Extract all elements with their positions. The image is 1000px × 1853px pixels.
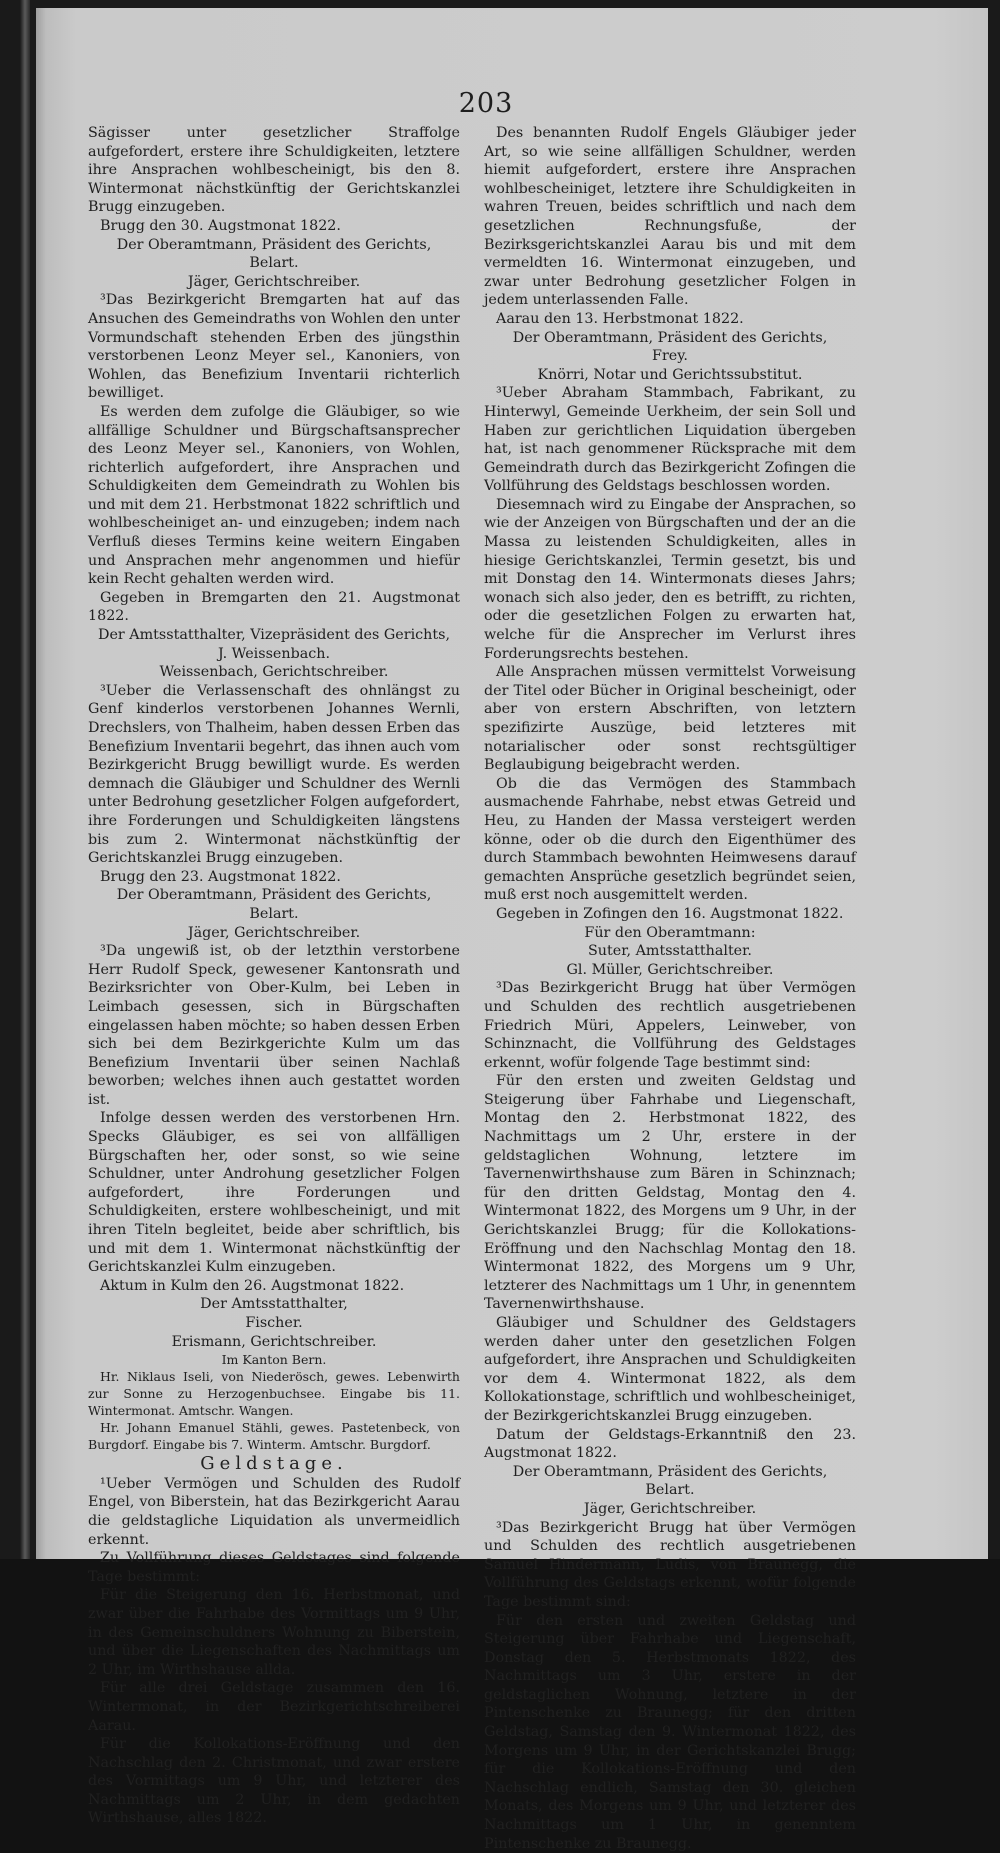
left-column-paragraph: Hr. Niklaus Iseli, von Niederösch, gewes. Lebenwirth zur Sonne zu Herzogenbuchsee. Eingabe bis 11. Wintermonat. Amtschr. Wangen.: [88, 1368, 460, 1419]
left-column-paragraph: Belart.: [88, 905, 460, 924]
right-column-paragraph: Gläubiger und Schuldner des Geldstagers werden daher unter den gesetzlichen Folgen aufgefordert, ihre Ansprachen und Schuldigkeiten vor dem 4. Wintermonat 1822, als dem Kollokationstage, schriftlich und wohlbescheiniget, der Bezirkgerichtskanzlei Brugg einzugeben.: [484, 1314, 856, 1426]
left-column-paragraph: Fischer.: [88, 1314, 460, 1333]
page-number: 203: [446, 88, 526, 119]
right-column-paragraph: Gegeben in Zofingen den 16. Augstmonat 1822.: [484, 905, 856, 924]
left-column-paragraph: Hr. Johann Emanuel Stähli, gewes. Pastetenbeck, von Burgdorf. Eingabe bis 7. Winterm. Amtschr. Burgdorf.: [88, 1419, 460, 1453]
left-column-paragraph: Der Oberamtmann, Präsident des Gerichts,: [88, 236, 460, 255]
left-column-paragraph: ¹Ueber Vermögen und Schulden des Rudolf Engel, von Biberstein, hat das Bezirkgericht Aarau die geldstagliche Liquidation als unvermeidlich erkennt.: [88, 1475, 460, 1549]
right-column-paragraph: Gl. Müller, Gerichtschreiber.: [484, 961, 856, 980]
right-column-paragraph: ³Das Bezirkgericht Brugg hat über Vermögen und Schulden des rechtlich ausgetriebenen Friedrich Müri, Appelers, Leinweber, von Schinznacht, die Vollführung des Geldstages erkennt, wofür folgende Tage bestimmt sind:: [484, 979, 856, 1072]
right-column-paragraph: Der Oberamtmann, Präsident des Gerichts,: [484, 329, 856, 348]
right-column-paragraph: Belart.: [484, 1481, 856, 1500]
left-column-paragraph: Der Oberamtmann, Präsident des Gerichts,: [88, 886, 460, 905]
left-column-paragraph: Für die Steigerung den 16. Herbstmonat, und zwar über die Fahrhabe des Vormittags um 9 Uhr, in des Gemeinschuldners Wohnung zu Biberstein, und über die Liegenschaften des Nachmittags um 2 Uhr, im Wirthshause allda.: [88, 1586, 460, 1679]
left-column-paragraph: ³Da ungewiß ist, ob der letzthin verstorbene Herr Rudolf Speck, gewesener Kantonsrath und Bezirksrichter von Ober-Kulm, bei Leben in Leimbach gesessen, sich in Bürgschaften eingelassen haben möchte; so haben dessen Erben sich bei dem Bezirkgerichte Kulm um das Benefizium Inventarii über seinen Nachlaß beworben; welches ihnen auch gestattet worden ist.: [88, 942, 460, 1109]
left-column-paragraph: Infolge dessen werden des verstorbenen Hrn. Specks Gläubiger, es sei von allfälligen Bürgschaften her, oder sonst, so wie seine Schuldner, unter Androhung gesetzlicher Folgen aufgefordert, ihre Forderungen und Schuldigkeiten, erstere wohlbescheinigt, und mit ihren Titeln begleitet, beide aber schriftlich, bis und mit dem 1. Wintermonat nächstkünftig der Gerichtskanzlei Kulm einzugeben.: [88, 1109, 460, 1276]
left-column-paragraph: Der Amtsstatthalter,: [88, 1295, 460, 1314]
left-column-paragraph: ³Ueber die Verlassenschaft des ohnlängst zu Genf kinderlos verstorbenen Johannes Wernli, Drechslers, von Thalheim, haben dessen Erben das Benefizium Inventarii begehrt, das ihnen auch vom Bezirkgericht Brugg bewilligt wurde. Es werden demnach die Gläubiger und Schuldner des Wernli unter Bedrohung gesetzlicher Folgen aufgefordert, ihre Forderungen und Schuldigkeiten längstens bis zum 2. Wintermonat nächstkünftig der Gerichtskanzlei Brugg einzugeben.: [88, 682, 460, 868]
right-column-paragraph: Diesemnach wird zu Eingabe der Ansprachen, so wie der Anzeigen von Bürgschaften und der an die Massa zu leistenden Schuldigkeiten, alles in hiesige Gerichtskanzlei, Termin gesetzt, bis und mit Donstag den 14. Wintermonats dieses Jahrs; wonach sich also jeder, den es betrifft, zu richten, oder die gesetzlichen Folgen zu erwarten hat, welche für die Ansprecher im Verlurst ihres Forderungsrechts bestehen.: [484, 496, 856, 663]
right-column-paragraph: Frey.: [484, 347, 856, 366]
left-column: [88, 124, 460, 1828]
book-gutter: [20, 0, 30, 1559]
left-column-paragraph: Jäger, Gerichtschreiber.: [88, 924, 460, 943]
left-column-paragraph: ³Das Bezirkgericht Bremgarten hat auf das Ansuchen des Gemeindraths von Wohlen den unter Vormundschaft stehenden Erben des jüngsthin verstorbenen Leonz Meyer sel., Kanoniers, von Wohlen, das Benefizium Inventarii richterlich bewilliget.: [88, 291, 460, 403]
right-column-paragraph: Jäger, Gerichtschreiber.: [484, 1500, 856, 1519]
right-column-paragraph: Des benannten Rudolf Engels Gläubiger jeder Art, so wie seine allfälligen Schuldner, werden hiemit aufgefordert, erstere ihre Ansprachen wohlbescheiniget, letztere ihre Schuldigkeiten in wahren Treuen, beides schriftlich und nach dem gesetzlichen Rechnungsfuße, der Bezirksgerichtskanzlei Aarau bis und mit dem vermeldten 16. Wintermonat einzugeben, und zwar unter Bedrohung gesetzlicher Folgen in jedem unterlassenden Falle.: [484, 124, 856, 310]
left-column-paragraph: Brugg den 23. Augstmonat 1822.: [88, 868, 460, 887]
left-column-paragraph: Im Kanton Bern.: [88, 1351, 460, 1368]
left-column-paragraph: Brugg den 30. Augstmonat 1822.: [88, 217, 460, 236]
right-column-paragraph: Für den Oberamtmann:: [484, 924, 856, 943]
left-column-paragraph: Für alle drei Geldstage zusammen den 16. Wintermonat, in der Bezirkgerichtschreiberei Aarau.: [88, 1679, 460, 1735]
right-column-paragraph: ³Das Bezirkgericht Brugg hat über Vermögen und Schulden des rechtlich ausgetriebenen Samuel Hindermann, Ludis, von Braunegg, die Vollführung des Geldstags erkennt, wofür folgende Tage bestimmt sind:: [484, 1519, 856, 1612]
left-column-paragraph: J. Weissenbach.: [88, 645, 460, 664]
left-column-paragraph: Gegeben in Bremgarten den 21. Augstmonat 1822.: [88, 589, 460, 626]
right-column-paragraph: Alle Ansprachen müssen vermittelst Vorweisung der Titel oder Bücher in Original bescheinigt, oder aber von erstern Abschriften, von letztern spezifizirte Auszüge, beid letzteres mit notarialischer oder sonst rechtsgültiger Beglaubigung beigebracht werden.: [484, 663, 856, 775]
right-column-paragraph: Knörri, Notar und Gerichtssubstitut.: [484, 366, 856, 385]
right-column-paragraph: Für den ersten und zweiten Geldstag und Steigerung über Fahrhabe und Liegenschaft, Donstag den 5. Herbstmonats 1822, des Nachmittags um 3 Uhr, erstere in der geldstaglichen Wohnung, letztere in der Pintenschenke zu Braunegg; für den dritten Geldstag, Samstag den 9. Wintermonat 1822, des Morgens um 9 Uhr, in der Gerichtskanzlei Brugg; für die Kollokations-Eröffnung und den Nachschlag endlich, Samstag den 30. gleichen Monats, des Morgens um 9 Uhr, und letzterer des Nachmittags um 1 Uhr, in genenntem Pintenschenke zu Braunegg.: [484, 1612, 856, 1853]
left-column-paragraph: Belart.: [88, 254, 460, 273]
right-column-paragraph: ³Ueber Abraham Stammbach, Fabrikant, zu Hinterwyl, Gemeinde Uerkheim, der sein Soll und Haben zur gerichtlichen Liquidation übergeben hat, ist nach genommener Rücksprache mit dem Gemeindrath durch das Bezirkgericht Zofingen die Vollführung des Geldstags beschlossen worden.: [484, 384, 856, 496]
left-column-paragraph: Für die Kollokations-Eröffnung und den Nachschlag den 2. Christmonat, und zwar erstere des Vormittags um 9 Uhr, und letzterer des Nachmittags um 2 Uhr, in dem gedachten Wirthshause, alles 1822.: [88, 1735, 460, 1828]
left-column-paragraph: Der Amtsstatthalter, Vizepräsident des Gerichts,: [88, 626, 460, 645]
right-column: [484, 124, 856, 1853]
left-column-paragraph: Geldstage.: [88, 1455, 460, 1474]
right-column-paragraph: Aarau den 13. Herbstmonat 1822.: [484, 310, 856, 329]
right-column-paragraph: Datum der Geldstags-Erkanntniß den 23. Augstmonat 1822.: [484, 1426, 856, 1463]
left-column-paragraph: Zu Vollführung dieses Geldstages sind folgende Tage bestimmt:: [88, 1549, 460, 1586]
left-column-paragraph: Aktum in Kulm den 26. Augstmonat 1822.: [88, 1277, 460, 1296]
left-column-paragraph: Es werden dem zufolge die Gläubiger, so wie allfällige Schuldner und Bürgschaftsansprecher des Leonz Meyer sel., Kanoniers, von Wohlen, richterlich aufgefordert, ihre Ansprachen und Schuldigkeiten dem Gemeindrath zu Wohlen bis und mit dem 21. Herbstmonat 1822 schriftlich und wohlbescheiniget an- und einzugeben; indem nach Verfluß dieses Termins keine weitern Eingaben und Ansprachen mehr angenommen und hiefür kein Recht gehalten werden wird.: [88, 403, 460, 589]
left-column-paragraph: Sägisser unter gesetzlicher Straffolge aufgefordert, erstere ihre Schuldigkeiten, letztere ihre Ansprachen wohlbescheinigt, bis den 8. Wintermonat nächstkünftig der Gerichtskanzlei Brugg einzugeben.: [88, 124, 460, 217]
left-column-paragraph: Jäger, Gerichtschreiber.: [88, 273, 460, 292]
left-column-paragraph: Weissenbach, Gerichtschreiber.: [88, 663, 460, 682]
right-column-paragraph: Ob die das Vermögen des Stammbach ausmachende Fahrhabe, nebst etwas Getreid und Heu, zu Handen der Massa versteigert werden könne, oder ob die durch den Eigenthümer des durch Stammbach bewohnten Heimwesens darauf gemachten Ansprüche gesetzlich begründet seien, muß erst noch ausgemittelt werden.: [484, 775, 856, 905]
right-column-paragraph: Suter, Amtsstatthalter.: [484, 942, 856, 961]
right-column-paragraph: Der Oberamtmann, Präsident des Gerichts,: [484, 1463, 856, 1482]
left-column-paragraph: Erismann, Gerichtschreiber.: [88, 1333, 460, 1352]
right-column-paragraph: Für den ersten und zweiten Geldstag und Steigerung über Fahrhabe und Liegenschaft, Montag den 2. Herbstmonat 1822, des Nachmittags um 2 Uhr, erstere in der geldstaglichen Wohnung, letztere im Tavernenwirthshause zum Bären in Schinznach; für den dritten Geldstag, Montag den 4. Wintermonat 1822, des Morgens um 9 Uhr, in der Gerichtskanzlei Brugg; für die Kollokations-Eröffnung und den Nachschlag Montag den 18. Wintermonat 1822, des Morgens um 9 Uhr, letzterer des Nachmittags um 1 Uhr, in genenntem Tavernenwirthshause.: [484, 1072, 856, 1314]
